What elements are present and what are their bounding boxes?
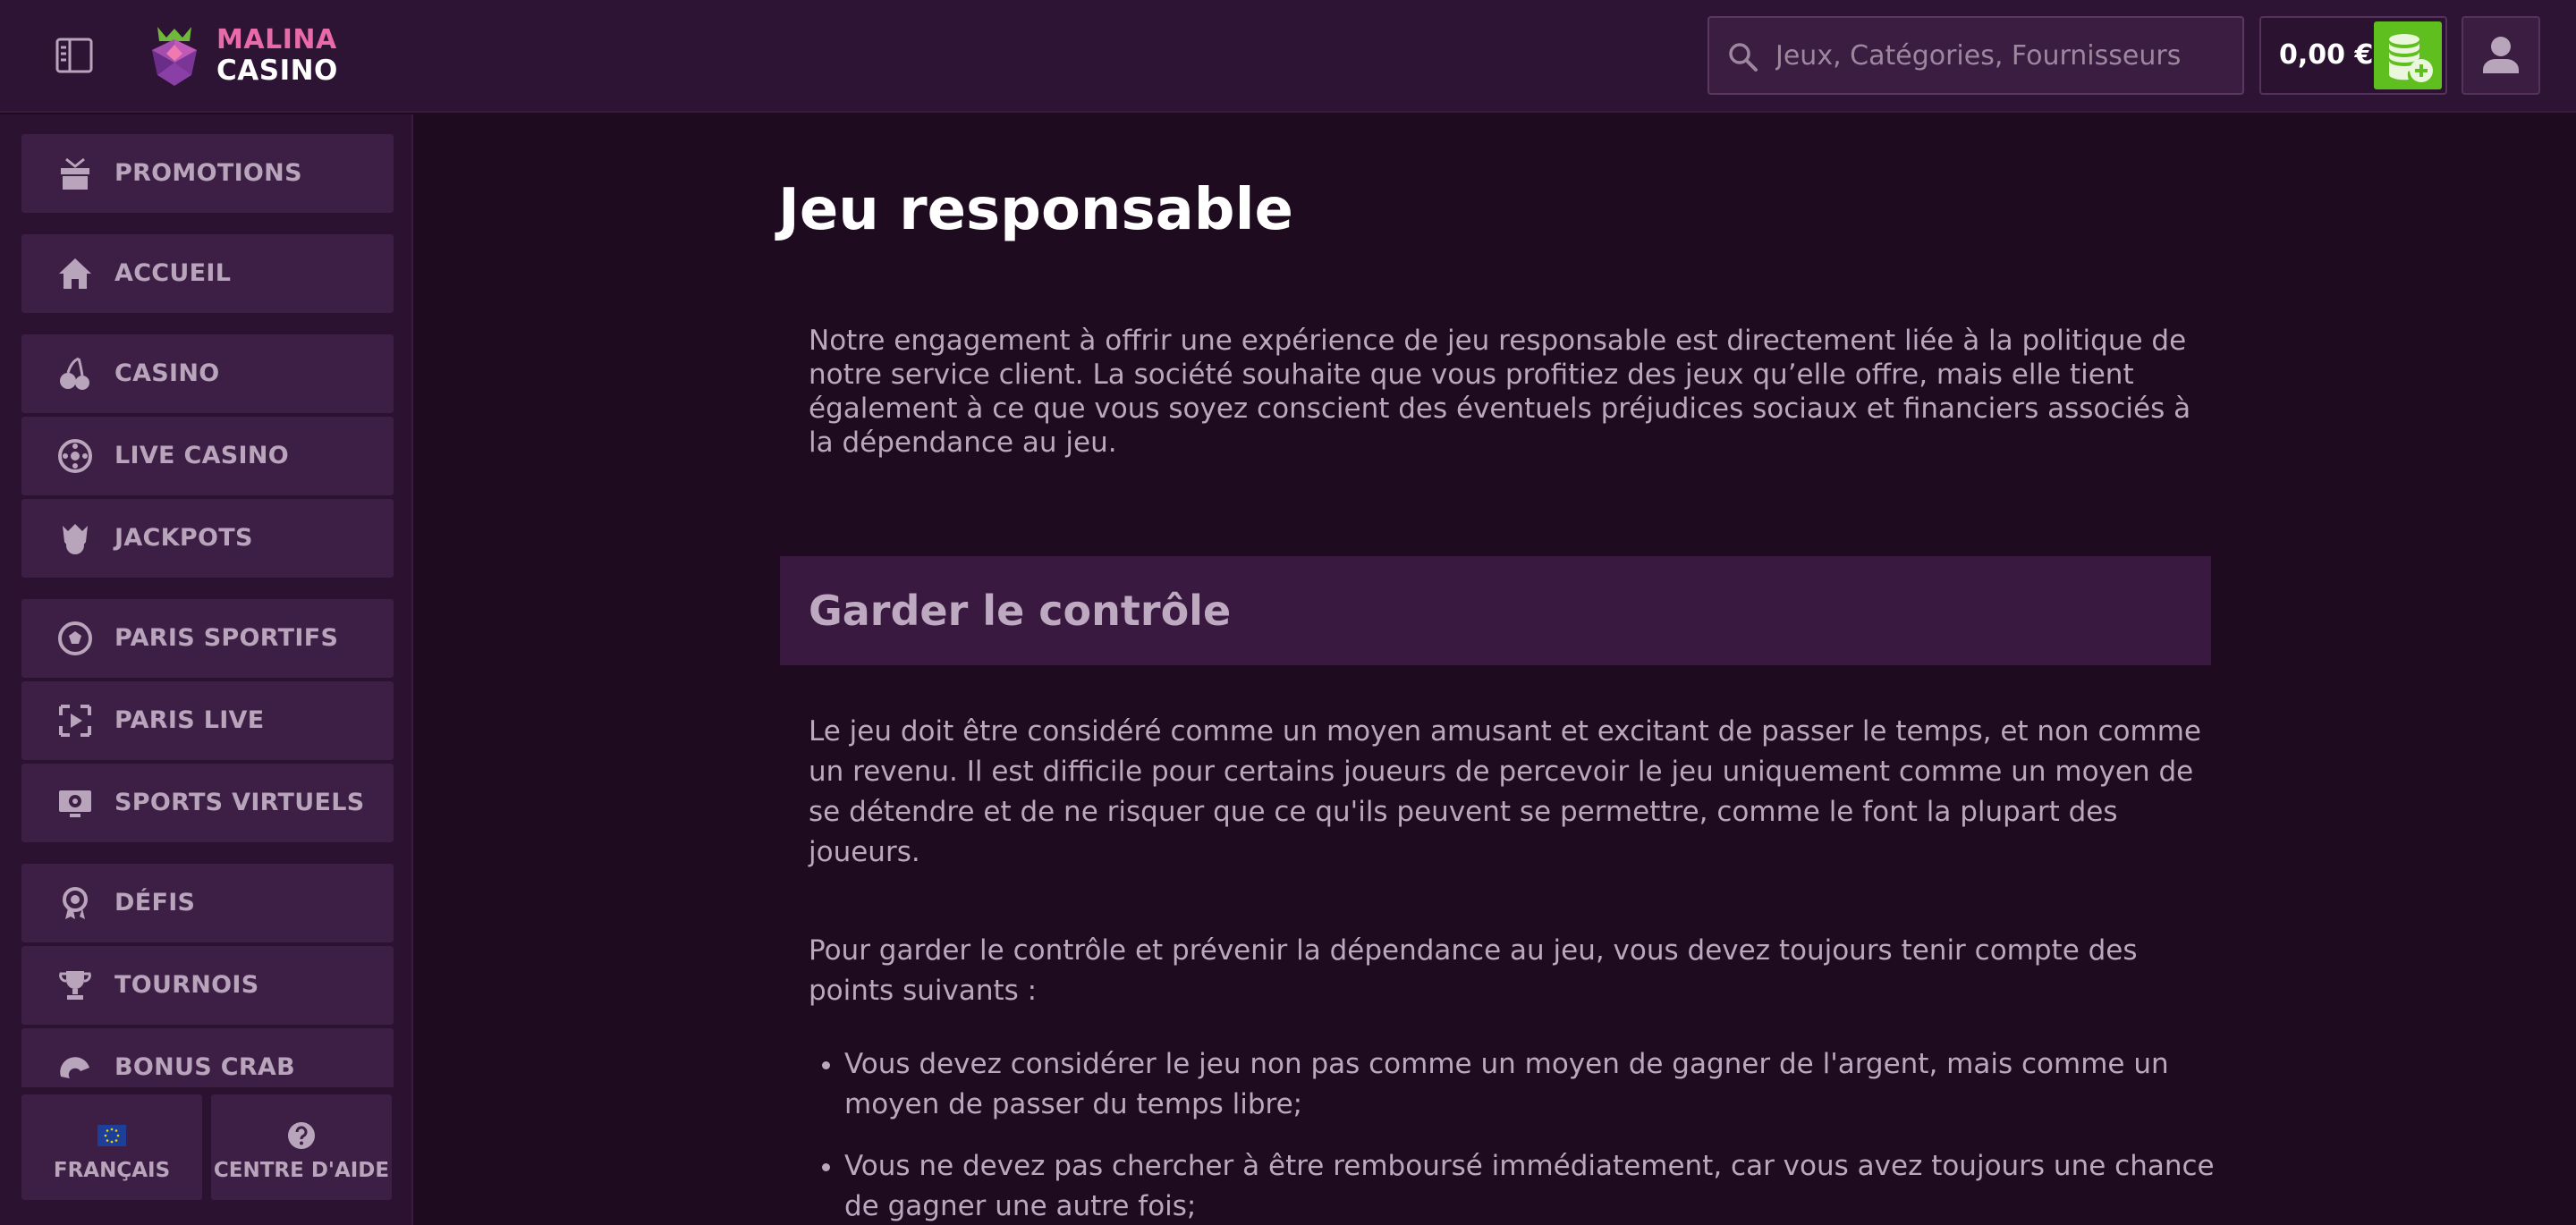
user-account-button[interactable] [2462, 16, 2540, 95]
sidebar-toggle-icon[interactable] [55, 38, 93, 73]
virtual-sports-icon [57, 785, 93, 821]
deposit-button[interactable] [2374, 21, 2442, 89]
help-center-button[interactable] [211, 1094, 392, 1200]
content-paragraph: Pour garder le contrôle et prévenir la dépendance au jeu, vous devez toujours tenir compte des points suivants : [809, 934, 2138, 1007]
eu-flag-icon [97, 1121, 126, 1150]
sidebar-item-tournois[interactable] [21, 946, 394, 1025]
language-selector-button[interactable] [21, 1094, 202, 1200]
sidebar-item-label: PARIS SPORTIFS [114, 624, 339, 652]
malina-casino-logo[interactable] [145, 21, 342, 89]
sidebar-item-jackpots[interactable] [21, 499, 394, 578]
sidebar-item-label: DÉFIS [114, 889, 196, 917]
sidebar-item-label: LIVE CASINO [114, 442, 290, 469]
coins-add-icon [2374, 21, 2442, 89]
balance-widget[interactable] [2259, 16, 2447, 95]
cherries-icon [57, 356, 93, 392]
badge-icon [57, 885, 93, 921]
user-icon [2463, 18, 2538, 93]
question-mark-icon [287, 1121, 316, 1150]
sidebar-item-label: ACCUEIL [114, 259, 232, 287]
sidebar-item-accueil[interactable] [21, 234, 394, 313]
jackpot-icon [57, 520, 93, 556]
crab-claw-icon [57, 1050, 93, 1086]
section-title: Garder le contrôle [809, 587, 1232, 635]
language-label: FRANÇAIS [53, 1159, 171, 1182]
sidebar-item-sports-virtuels[interactable] [21, 764, 394, 842]
trophy-icon [57, 967, 93, 1003]
search-icon [1727, 41, 1759, 73]
sidebar-item-label: JACKPOTS [114, 524, 253, 552]
roulette-icon [57, 438, 93, 474]
sidebar-item-label: TOURNOIS [114, 971, 259, 999]
search-box[interactable] [1707, 16, 2244, 95]
sidebar-item-label: PARIS LIVE [114, 706, 265, 734]
help-center-label: CENTRE D'AIDE [213, 1159, 390, 1182]
page-title: Jeu responsable [778, 177, 1293, 243]
sidebar-item-promotions[interactable] [21, 134, 394, 213]
top-header [0, 0, 2576, 113]
intro-paragraph: Notre engagement à offrir une expérience de jeu responsable est directement liée à la politique de notre service client. La société souhaite que vous profitiez des jeux qu’elle offre, mais elle tient également à ce que vous soyez conscient des éventuels préjudices sociaux et financiers associés à la dépendance au jeu. [809, 325, 2191, 459]
logo-text-malina: MALINA [216, 24, 337, 55]
content-paragraph: Le jeu doit être considéré comme un moyen amusant et excitant de passer le temps, et non comme un revenu. Il est difficile pour certains joueurs de percevoir le jeu uniquement comme un moyen de se détendre et de ne risquer que ce qu'ils peuvent se permettre, comme le font la plupart des joueurs. [809, 715, 2201, 868]
sidebar-item-label: BONUS CRAB [114, 1053, 295, 1081]
sidebar-item-label: SPORTS VIRTUELS [114, 789, 365, 816]
search-input[interactable] [1774, 18, 2230, 93]
sidebar [0, 114, 413, 1225]
list-item: • Vous ne devez pas chercher à être remboursé immédiatement, car vous avez toujours une chance de gagner une autre fois; [844, 1146, 2222, 1225]
bullet-list [809, 1044, 2222, 1225]
sidebar-item-label: PROMOTIONS [114, 159, 302, 187]
main-content [415, 114, 2576, 1225]
raspberry-logo-icon [145, 23, 204, 88]
gift-icon [57, 156, 93, 191]
sidebar-item-paris-sportifs[interactable] [21, 599, 394, 678]
sidebar-item-label: CASINO [114, 359, 220, 387]
sidebar-item-paris-live[interactable] [21, 681, 394, 760]
live-play-icon [57, 703, 93, 739]
sidebar-item-casino[interactable] [21, 334, 394, 413]
balance-amount: 0,00 € [2279, 39, 2374, 71]
sidebar-item-live-casino[interactable] [21, 417, 394, 495]
sidebar-item-defis[interactable] [21, 864, 394, 942]
home-icon [57, 256, 93, 291]
logo-text-casino: CASINO [216, 55, 338, 87]
list-item: • Vous devez considérer le jeu non pas comme un moyen de gagner de l'argent, mais comme un moyen de passer du temps libre; [844, 1044, 2222, 1125]
section-header [780, 556, 2211, 665]
soccer-ball-icon [57, 621, 93, 656]
